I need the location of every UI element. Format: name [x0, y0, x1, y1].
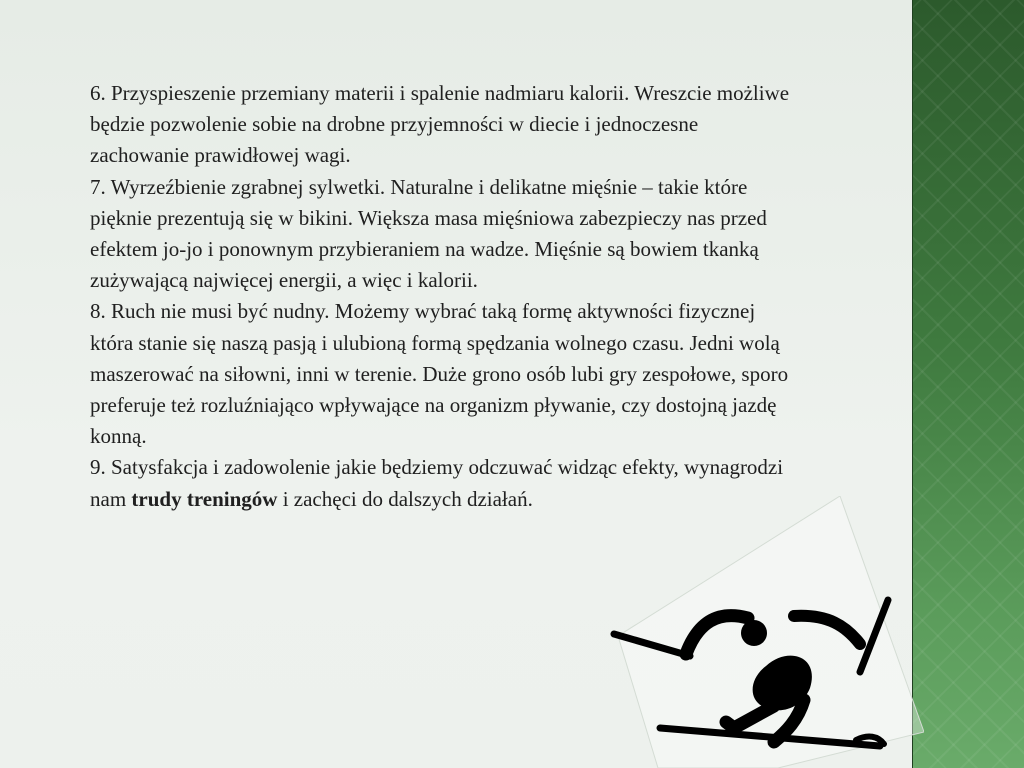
paragraph-9-text-start: 9. Satysfakcja i zadowolenie jakie będziemy odczuwać widząc efekty, wynagrodzi nam: [90, 455, 784, 511]
paragraph-6: 6. Przyspieszenie przemiany materii i spalenie nadmiaru kalorii. Wreszcie możliwe będzie pozwolenie sobie na drobne przyjemności w diecie i jednoczesne zachowanie prawidłowej wagi.: [90, 81, 790, 168]
paragraph-8: 8. Ruch nie musi być nudny. Możemy wybrać taką formę aktywności fizycznej która stanie się naszą pasją i ulubioną formą spędzania wolnego czasu. Jedni wolą maszerować na siłowni, inni w terenie. Duże grono osób lubi gry zespołowe, sporo preferuje też rozluźniająco wpływające na organizm pływanie, czy dostojną jazdę konną.: [90, 299, 789, 449]
paragraph-9-bold-phrase: trudy treningów: [131, 486, 278, 511]
side-decoration-band: [912, 0, 1024, 768]
slide-text-content: [90, 78, 790, 515]
skier-icon: [598, 496, 924, 768]
paragraph-7: 7. Wyrzeźbienie zgrabnej sylwetki. Naturalne i delikatne mięśnie – takie które pięknie prezentują się w bikini. Większa masa mięśniowa zabezpieczy nas przed efektem jo-jo i ponownym przybieraniem na wadze. Mięśnie są bowiem tkanką zużywającą najwięcej energii, a więc i kalorii.: [90, 174, 767, 293]
paragraph-9-text-end: i zachęci do dalszych działań.: [277, 486, 533, 511]
